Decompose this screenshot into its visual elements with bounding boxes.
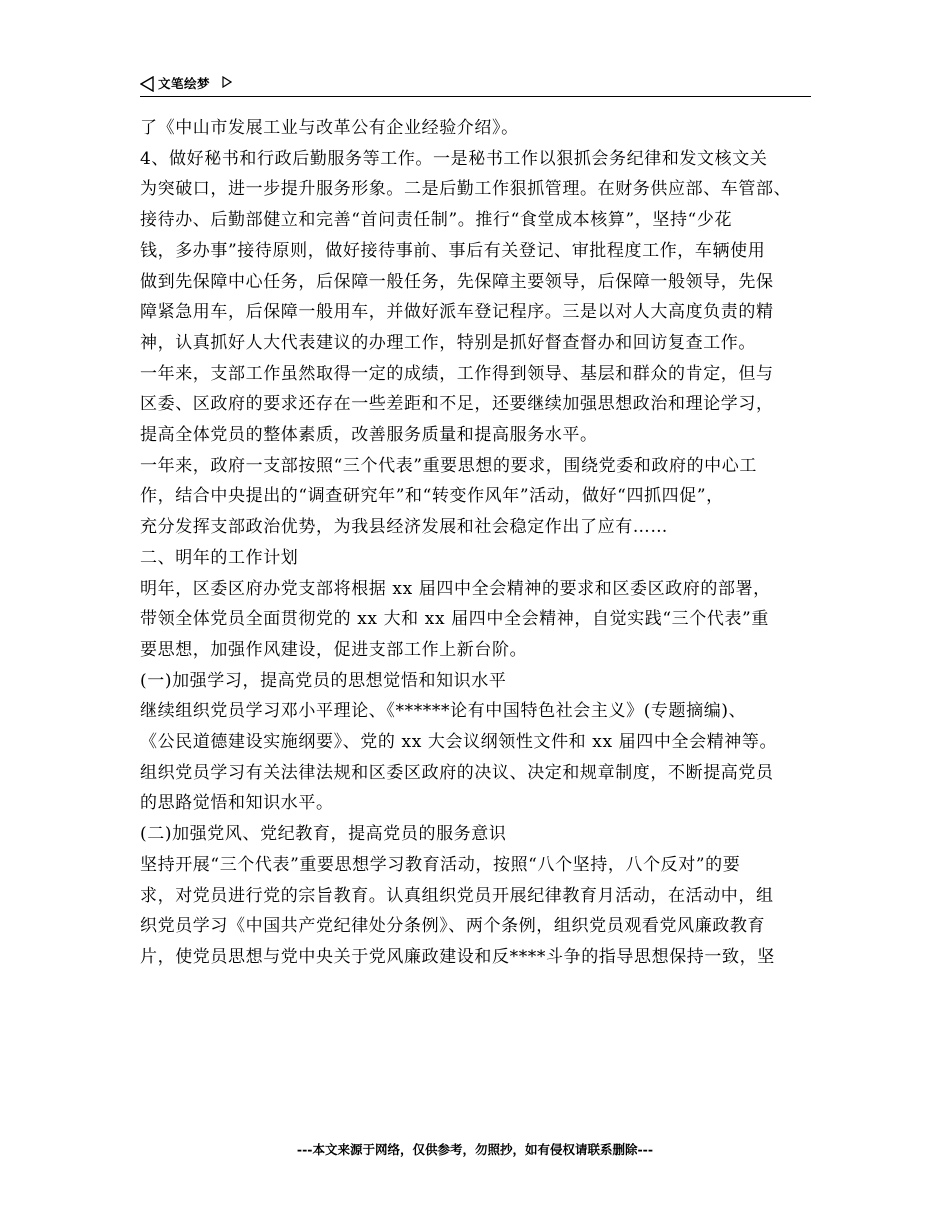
body-line: 做到先保障中心任务，后保障一般任务，先保障主要领导，后保障一般领导，先保: [140, 271, 774, 292]
body-line: 为突破口，进一步提升服务形象。二是后勤工作狠抓管理。在财务供应部、车管部、: [140, 179, 792, 200]
body-line: 提高全体党员的整体素质，改善服务质量和提高服务水平。: [140, 425, 598, 446]
header-brand: 文笔绘梦: [158, 76, 211, 91]
body-line: 片，使党员思想与党中央关于党风廉政建设和反****斗争的指导思想保持一致，坚: [140, 946, 775, 967]
document-body: [140, 113, 820, 973]
page-footer: ---本文来源于网络，仅供参考，勿照抄，如有侵权请联系删除---: [296, 1142, 654, 1157]
body-line: 织党员学习《中国共产党纪律处分条例》、两个条例，组织党员观看党风廉政教育: [140, 916, 766, 937]
section-heading: 二、明年的工作计划: [140, 547, 299, 568]
body-line: 4、做好秘书和行政后勤服务等工作。一是秘书工作以狠抓会务纪律和发文核文关: [140, 148, 768, 169]
body-line: 一年来，支部工作虽然取得一定的成绩，工作得到领导、基层和群众的肯定，但与: [140, 363, 774, 384]
body-line: 神，认真抓好人大代表建议的办理工作，特别是抓好督查督办和回访复查工作。: [140, 332, 756, 353]
body-line: 带领全体党员全面贯彻党的 xx 大和 xx 届四中全会精神，自觉实践“三个代表”重: [140, 609, 769, 630]
body-line: 接待办、后勤部健立和完善“首问责任制”。推行“食堂成本核算”，坚持“少花: [140, 210, 733, 231]
body-line: 《公民道德建设实施纲要》、党的 xx 大会议纲领性文件和 xx 届四中全会精神等。: [140, 732, 778, 753]
body-line: 钱，多办事”接待原则，做好接待事前、事后有关登记、审批程度工作，车辆使用: [140, 240, 766, 261]
body-line: 坚持开展“三个代表”重要思想学习教育活动，按照“八个坚持，八个反对”的要: [140, 854, 741, 875]
body-line: 障紧急用车，后保障一般用车，并做好派车登记程序。三是以对人大高度负责的精: [140, 302, 774, 323]
page-header: [140, 72, 811, 97]
body-line: 的思路觉悟和知识水平。: [140, 793, 334, 814]
body-line: 明年，区委区府办党支部将根据 xx 届四中全会精神的要求和区委区政府的部署，: [140, 578, 771, 599]
body-line: 要思想，加强作风建设，促进支部工作上新台阶。: [140, 639, 528, 660]
triangle-right-icon: [222, 76, 232, 88]
subsection-heading: (二)加强党风、党纪教育，提高党员的服务意识: [140, 824, 507, 845]
body-line: 组织党员学习有关法律法规和区委区政府的决议、决定和规章制度，不断提高党员: [140, 762, 774, 783]
body-line: 区委、区政府的要求还存在一些差距和不足，还要继续加强思想政治和理论学习，: [140, 394, 774, 415]
subsection-heading: (一)加强学习，提高党员的思想觉悟和知识水平: [140, 670, 507, 691]
body-line: 作，结合中央提出的“调查研究年”和“转变作风年”活动，做好“四抓四促”，: [140, 486, 724, 507]
body-line: 一年来，政府一支部按照“三个代表”重要思想的要求，围绕党委和政府的中心工: [140, 455, 757, 476]
body-line: 求，对党员进行党的宗旨教育。认真组织党员开展纪律教育月活动，在活动中，组: [140, 885, 774, 906]
body-line: 充分发挥支部政治优势，为我县经济发展和社会稳定作出了应有……: [140, 517, 668, 538]
body-line: 了《中山市发展工业与改革公有企业经验介绍》。: [140, 118, 519, 138]
body-line: 继续组织党员学习邓小平理论、《******论有中国特色社会主义》(专题摘编)、: [140, 701, 747, 722]
